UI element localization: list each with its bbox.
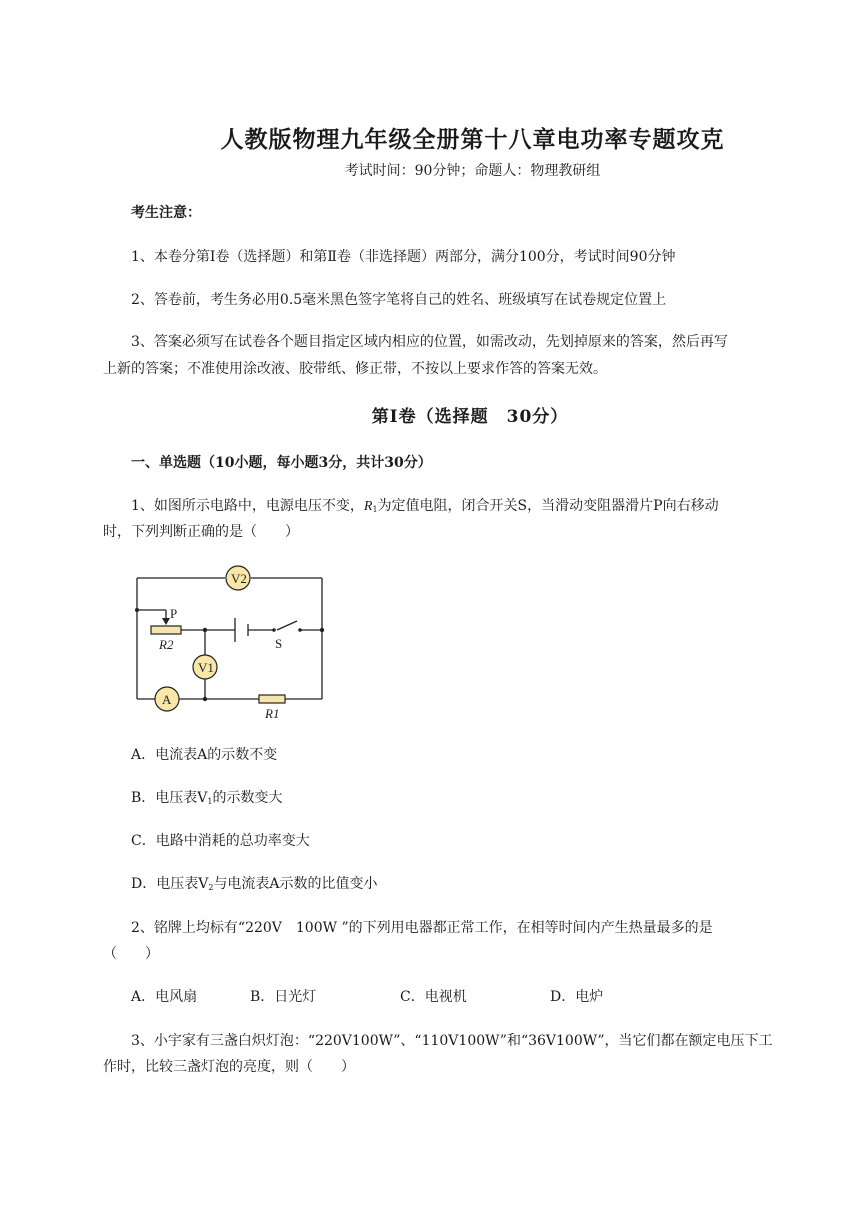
ammeter-label: A <box>162 692 172 707</box>
rheostat-r2 <box>151 626 181 634</box>
q1-opt-d-post: 与电流表A示数的比值变小 <box>213 876 378 892</box>
notice-item-1: 1、本卷分第I卷（选择题）和第Ⅱ卷（非选择题）两部分，满分100分，考试时间90分钟 <box>131 249 676 265</box>
q1-opt-b-sub: 1 <box>207 797 213 806</box>
q2-option-d: D．电炉 <box>550 989 604 1005</box>
slider-label: P <box>170 606 178 621</box>
q1-option-a: A．电流表A的示数不变 <box>131 747 278 763</box>
notice-item-3-cont: 上新的答案；不准使用涂改液、胶带纸、修正带，不按以上要求作答的答案无效。 <box>103 361 607 377</box>
switch-label: S <box>275 636 283 651</box>
v2-label: V2 <box>231 571 247 586</box>
section-title: 第I卷（选择题 30分） <box>371 407 569 427</box>
r1-label: R1 <box>265 706 280 721</box>
q1-option-b <box>131 786 283 814</box>
notice-item-2: 2、答卷前，考生务必用0.5毫米黑色签字笔将自己的姓名、班级填写在试卷规定位置上 <box>131 292 667 308</box>
r2-label: R2 <box>159 637 174 652</box>
q1-opt-b-post: 的示数变大 <box>212 790 283 806</box>
question-3-line-2: 作时，比较三盏灯泡的亮度，则（ ） <box>103 1059 355 1075</box>
q1-text-a: 1、如图所示电路中，电源电压不变， <box>131 498 364 514</box>
q2-option-b: B．日光灯 <box>250 989 317 1005</box>
slider-arrow <box>162 618 170 625</box>
notice-item-3: 3、答案必须写在试卷各个题目指定区域内相应的位置，如需改动，先划掉原来的答案，然后再写 <box>131 334 728 350</box>
exam-info: 考试时间：90分钟；命题人：物理教研组 <box>344 163 601 179</box>
question-2-line-1: 2、铭牌上均标有“220V 100W ”的下列用电器都正常工作，在相等时间内产生热量最多的是 <box>131 920 713 936</box>
q1-opt-b-pre: B．电压表V <box>131 790 208 806</box>
question-1-line-2: 时，下列判断正确的是（ ） <box>103 524 299 540</box>
part-heading: 一、单选题（10小题，每小题3分，共计30分） <box>131 455 432 471</box>
question-3-line-1: 3、小宇家有三盏白炽灯泡：“220V100W”、“110V100W”和“36V100W”，当它们都在额定电压下工 <box>131 1033 773 1049</box>
resistor-r1 <box>259 695 285 703</box>
circuit-diagram <box>125 562 330 722</box>
q1-r-letter: R <box>363 499 373 514</box>
v1-label: V1 <box>198 660 214 675</box>
notice-heading: 考生注意： <box>131 205 201 221</box>
q1-text-b: 为定值电阻，闭合开关S，当滑动变阻器滑片P向右移动 <box>377 498 719 514</box>
q1-opt-d-pre: D．电压表V <box>131 876 209 892</box>
q2-option-a: A．电风扇 <box>131 989 198 1005</box>
page-title: 人教版物理九年级全册第十八章电功率专题攻克 <box>220 126 725 153</box>
q1-option-c: C．电路中消耗的总功率变大 <box>131 833 310 849</box>
q1-r-sub: 1 <box>372 505 378 514</box>
q1-option-d <box>131 872 378 900</box>
q2-option-c: C．电视机 <box>400 989 467 1005</box>
q1-opt-d-sub: 2 <box>208 883 214 892</box>
question-2-line-2: （ ） <box>103 946 159 962</box>
